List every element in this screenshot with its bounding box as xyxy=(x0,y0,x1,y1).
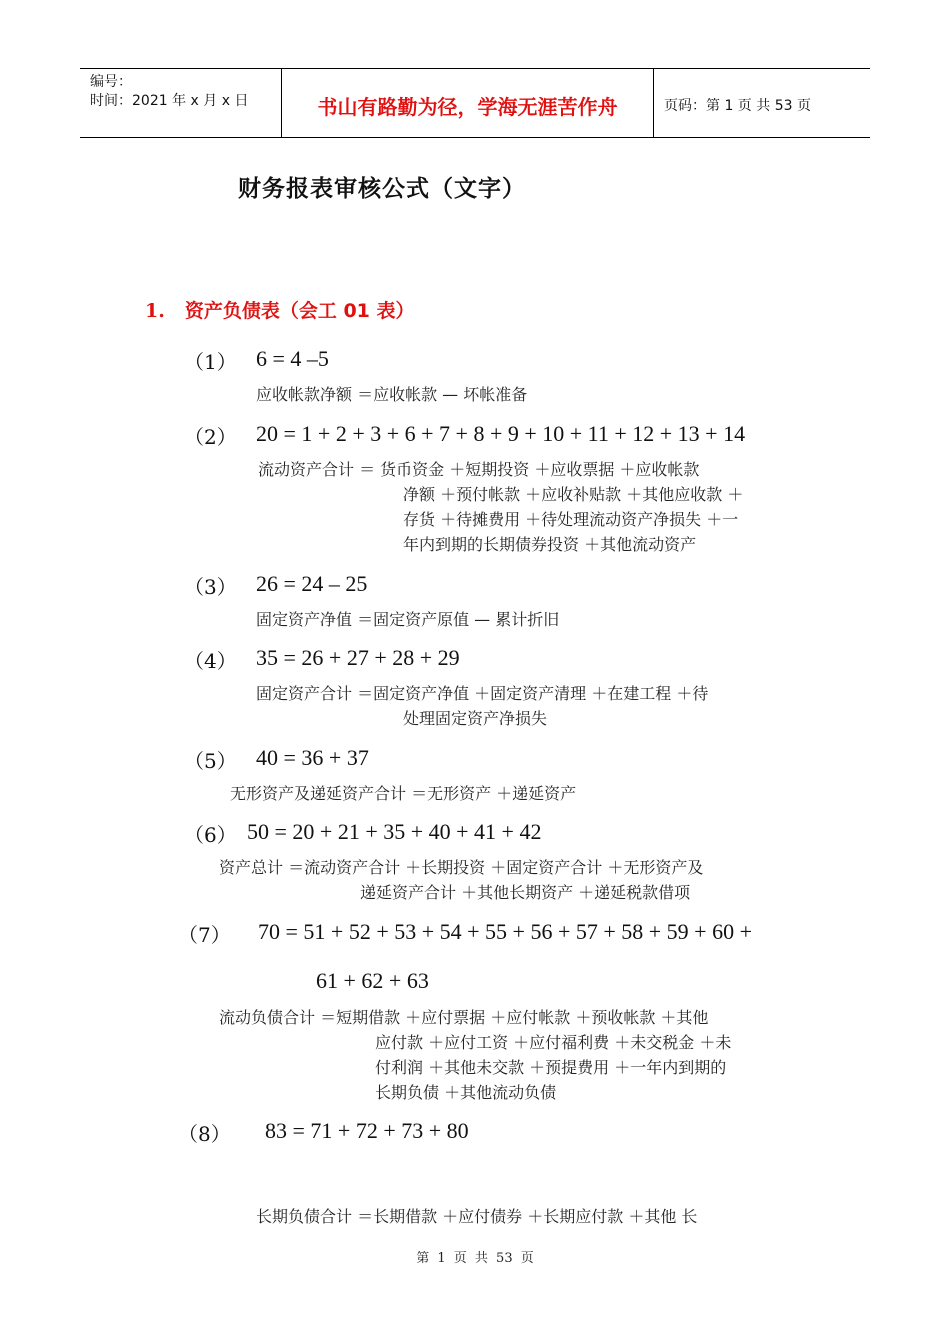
description-line: 固定资产合计 ＝固定资产净值 ＋固定资产清理 ＋在建工程 ＋待 xyxy=(256,684,709,703)
item-formula: 70 = 51 + 52 + 53 + 54 + 55 + 56 + 57 + 58 + 59 + 60 + xyxy=(258,919,752,944)
item-formula: 83 = 71 + 72 + 73 + 80 xyxy=(265,1118,469,1143)
item-formula: 20 = 1 + 2 + 3 + 6 + 7 + 8 + 9 + 10 + 11 + 12 + 13 + 14 xyxy=(256,421,746,446)
item-formula: 40 = 36 + 37 xyxy=(256,745,369,770)
description-line: 流动资产合计 ＝ 货币资金 ＋短期投资 ＋应收票据 ＋应收帐款 xyxy=(258,460,700,479)
item-description xyxy=(219,1005,708,1030)
header-meta-cell xyxy=(80,69,282,137)
item-description xyxy=(256,607,559,632)
document-title: 财务报表审核公式（文字） xyxy=(238,176,526,202)
code-label: 编号： xyxy=(90,74,132,90)
item-index: （2） xyxy=(184,425,237,449)
item-index: （7） xyxy=(178,923,231,947)
description-line: 长期负债 ＋其他流动负债 xyxy=(375,1083,557,1102)
item-description xyxy=(258,457,699,482)
item-description xyxy=(219,855,703,880)
description-line: 无形资产及递延资产合计 ＝无形资产 ＋递延资产 xyxy=(230,784,577,803)
item-formula: 35 = 26 + 27 + 28 + 29 xyxy=(256,645,460,670)
item-description-continued xyxy=(403,482,743,557)
item-description-continued xyxy=(360,880,690,905)
item-formula: 6 = 4 –5 xyxy=(256,346,329,371)
description-line: 应付款 ＋应付工资 ＋应付福利费 ＋未交税金 ＋未 xyxy=(375,1033,732,1052)
motto: 书山有路勤为径，学海无涯苦作舟 xyxy=(282,69,654,137)
item-formula-continued: 61 + 62 + 63 xyxy=(316,968,429,993)
item-description xyxy=(256,382,527,407)
item-index: （4） xyxy=(184,649,237,673)
description-line: 处理固定资产净损失 xyxy=(403,709,548,728)
description-line: 存货 ＋待摊费用 ＋待处理流动资产净损失 ＋一 xyxy=(403,510,739,529)
section-heading xyxy=(145,296,415,323)
item-index: （1） xyxy=(184,350,237,374)
item-index: （8） xyxy=(178,1122,231,1146)
item-description xyxy=(256,1204,697,1229)
section-number: 1. xyxy=(145,300,165,322)
page-info: 页码：第 1 页 共 53 页 xyxy=(664,98,811,114)
description-line: 递延资产合计 ＋其他长期资产 ＋递延税款借项 xyxy=(360,883,691,902)
item-index: （3） xyxy=(184,575,237,599)
item-index: （6） xyxy=(184,823,237,847)
description-line: 应收帐款净额 ＝应收帐款 — 坏帐准备 xyxy=(256,385,528,404)
description-line: 净额 ＋预付帐款 ＋应收补贴款 ＋其他应收款 ＋ xyxy=(403,485,744,504)
item-index: （5） xyxy=(184,749,237,773)
description-line: 固定资产净值 ＝固定资产原值 — 累计折旧 xyxy=(256,610,560,629)
item-description-continued xyxy=(403,706,547,731)
description-line: 资产总计 ＝流动资产合计 ＋长期投资 ＋固定资产合计 ＋无形资产及 xyxy=(219,858,704,877)
item-description xyxy=(230,781,576,806)
description-line: 年内到期的长期债券投资 ＋其他流动资产 xyxy=(403,535,697,554)
item-formula: 26 = 24 – 25 xyxy=(256,571,368,596)
item-formula: 50 = 20 + 21 + 35 + 40 + 41 + 42 xyxy=(247,819,542,844)
section-title: 资产负债表（会工 01 表） xyxy=(184,300,415,322)
description-line: 付利润 ＋其他未交款 ＋预提费用 ＋一年内到期的 xyxy=(375,1058,727,1077)
header-table xyxy=(80,68,870,138)
description-line: 流动负债合计 ＝短期借款 ＋应付票据 ＋应付帐款 ＋预收帐款 ＋其他 xyxy=(219,1008,709,1027)
item-description-continued xyxy=(375,1030,731,1105)
item-description xyxy=(256,681,708,706)
page-footer: 第 1 页 共 53 页 xyxy=(416,1251,534,1266)
description-line: 长期负债合计 ＝长期借款 ＋应付债券 ＋长期应付款 ＋其他 长 xyxy=(256,1207,698,1226)
time-label: 时间：2021 年 x 月 x 日 xyxy=(90,93,249,109)
